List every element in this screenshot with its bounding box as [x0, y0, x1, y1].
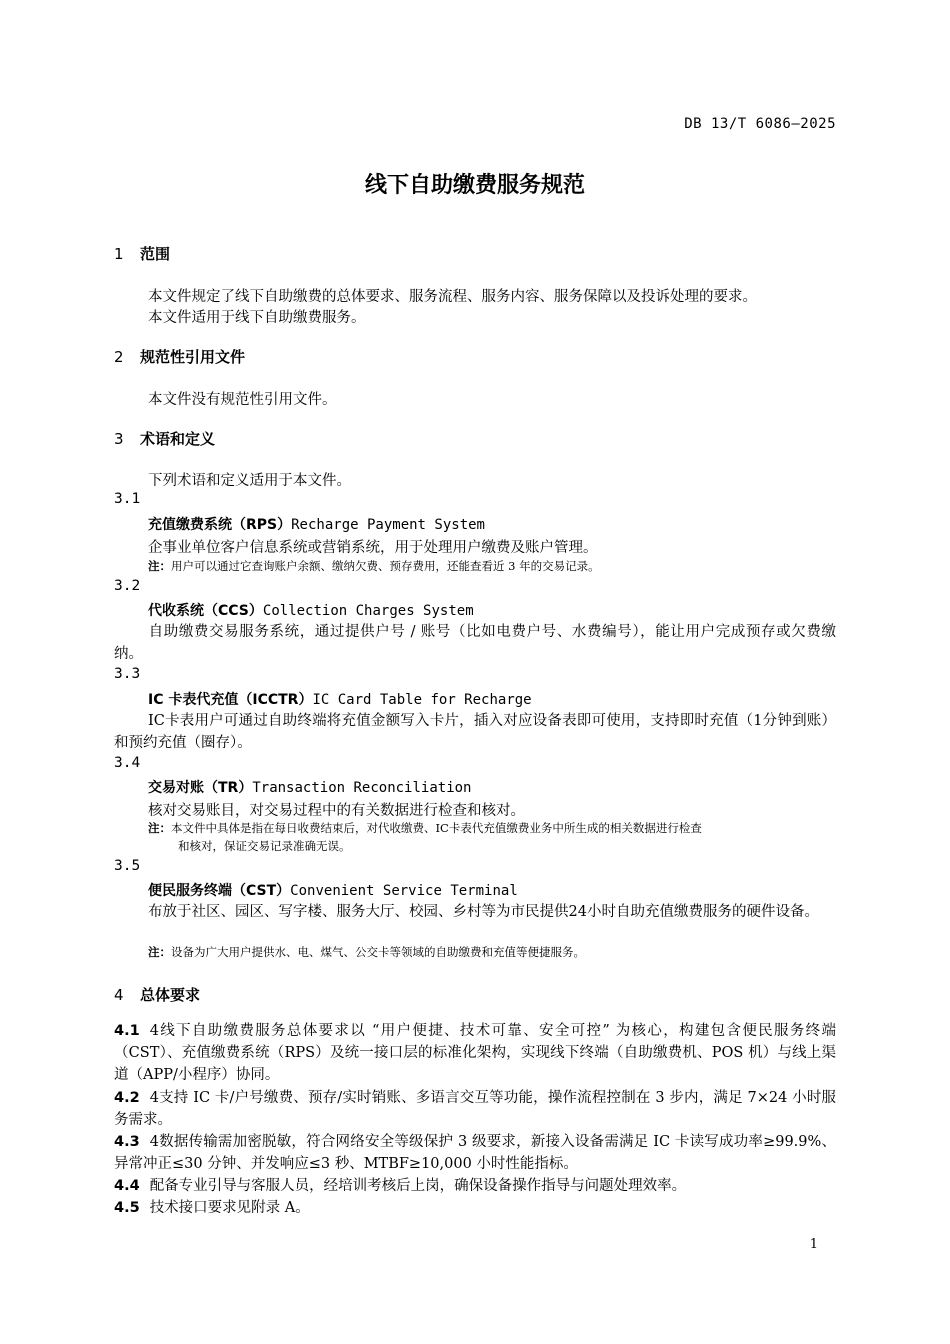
- section-number: 2: [114, 348, 124, 366]
- term-name-zh: 充值缴费系统（RPS）: [148, 517, 292, 533]
- note-label: 注：: [148, 559, 171, 573]
- clause-number: 4.3: [114, 1134, 140, 1150]
- document-title: 线下自助缴费服务规范: [364, 173, 585, 198]
- standard-code: DB 13/T 6086—2025: [684, 116, 836, 132]
- clause-4-5: [114, 1197, 836, 1219]
- clause-4-1: [114, 1020, 836, 1086]
- clause-number: 4.1: [114, 1023, 140, 1039]
- section-3-heading: [114, 428, 215, 449]
- term-name-en: Collection Charges System: [262, 603, 474, 619]
- term-number: 3.4: [114, 755, 141, 771]
- note-text: 用户可以通过它查询账户余额、缴纳欠费、预存费用，还能查看近 3 年的交易记录。: [171, 559, 600, 573]
- term-name-zh: 代收系统（CCS）: [148, 603, 263, 619]
- term-name-en: Convenient Service Terminal: [290, 883, 518, 899]
- term-heading: [148, 777, 472, 797]
- term-definition: [114, 901, 836, 923]
- term-name-en: Transaction Reconciliation: [252, 780, 472, 796]
- term-definition: [114, 710, 836, 754]
- clause-text: 4数据传输需加密脱敏，符合网络安全等级保护 3 级要求，新接入设备需满足 IC 卡读写成功率≥99.9%、异常冲正≤30 分钟、并发响应≤3 秒、MTBF≥10,000 小时性能指标。: [114, 1134, 836, 1172]
- section-number: 4: [114, 986, 124, 1004]
- term-definition: [114, 621, 836, 665]
- section-title: 范围: [140, 245, 171, 263]
- term-heading: [148, 514, 485, 534]
- term-name-en: Recharge Payment System: [291, 517, 485, 533]
- section-title: 规范性引用文件: [140, 348, 246, 366]
- term-definition: 核对交易账目，对交易过程中的有关数据进行检查和核对。: [148, 803, 525, 819]
- note-text: 设备为广大用户提供水、电、煤气、公交卡等领域的自助缴费和充值等便捷服务。: [171, 945, 585, 959]
- clause-4-4: [114, 1175, 836, 1197]
- term-heading: [148, 880, 518, 900]
- paragraph: 本文件没有规范性引用文件。: [148, 392, 337, 408]
- term-number: 3.5: [114, 858, 141, 874]
- term-number: 3.2: [114, 578, 141, 594]
- term-note: [148, 944, 585, 960]
- paragraph: 本文件规定了线下自助缴费的总体要求、服务流程、服务内容、服务保障以及投诉处理的要求。: [148, 289, 757, 305]
- term-name-en: IC Card Table for Recharge: [312, 692, 532, 708]
- clause-text: 4支持 IC 卡/户号缴费、预存/实时销账、多语言交互等功能，操作流程控制在 3 步内，满足 7×24 小时服务需求。: [114, 1090, 836, 1128]
- section-number: 1: [114, 245, 124, 263]
- term-name-zh: 交易对账（TR）: [148, 780, 253, 796]
- clause-text: 技术接口要求见附录 A。: [149, 1200, 310, 1216]
- note-label: 注：: [148, 821, 171, 835]
- section-number: 3: [114, 430, 124, 448]
- clause-4-3: [114, 1131, 836, 1175]
- section-title: 总体要求: [140, 986, 201, 1004]
- term-heading: [148, 600, 474, 620]
- term-number: 3.3: [114, 666, 141, 682]
- term-definition-text: 自助缴费交易服务系统，通过提供户号 / 账号（比如电费户号、水费编号），能让用户完成预存或欠费缴纳。: [114, 624, 836, 662]
- clause-number: 4.5: [114, 1200, 140, 1216]
- note-text: 本文件中具体是指在每日收费结束后，对代收缴费、IC卡表代充值缴费业务中所生成的相关数据进行检查: [171, 821, 702, 835]
- section-1-heading: [114, 243, 170, 264]
- page-number: 1: [809, 1237, 818, 1252]
- section-4-heading: [114, 984, 200, 1005]
- clause-4-2: [114, 1087, 836, 1131]
- section-2-heading: [114, 346, 245, 367]
- term-name-zh: 便民服务终端（CST）: [148, 883, 291, 899]
- term-definition: 企事业单位客户信息系统或营销系统，用于处理用户缴费及账户管理。: [148, 540, 598, 556]
- term-note: [148, 558, 600, 574]
- term-name-zh: IC 卡表代充值（ICCTR）: [148, 692, 313, 708]
- term-note: [148, 819, 838, 855]
- term-definition-text: IC卡表用户可通过自助终端将充值金额写入卡片，插入对应设备表即可使用，支持即时充值（1分钟到账）和预约充值（圈存）。: [114, 713, 836, 751]
- term-number: 3.1: [114, 491, 141, 507]
- note-text-continued: 和核对，保证交易记录准确无误。: [178, 839, 351, 853]
- clause-text: 配备专业引导与客服人员，经培训考核后上岗，确保设备操作指导与问题处理效率。: [149, 1178, 687, 1194]
- term-heading: [148, 689, 532, 709]
- clause-number: 4.2: [114, 1090, 140, 1106]
- clause-number: 4.4: [114, 1178, 140, 1194]
- note-label: 注：: [148, 945, 171, 959]
- term-definition-text: 布放于社区、园区、写字楼、服务大厅、校园、乡村等为市民提供24小时自助充值缴费服务的硬件设备。: [148, 904, 819, 920]
- section-title: 术语和定义: [140, 430, 216, 448]
- clause-text: 4线下自助缴费服务总体要求以 “用户便捷、技术可靠、安全可控” 为核心，构建包含便民服务终端（CST）、充值缴费系统（RPS）及统一接口层的标准化架构，实现线下终端（自助缴费机、POS 机）与线上渠道（APP/小程序）协同。: [114, 1023, 836, 1083]
- paragraph: 下列术语和定义适用于本文件。: [148, 473, 351, 489]
- paragraph: 本文件适用于线下自助缴费服务。: [148, 310, 366, 326]
